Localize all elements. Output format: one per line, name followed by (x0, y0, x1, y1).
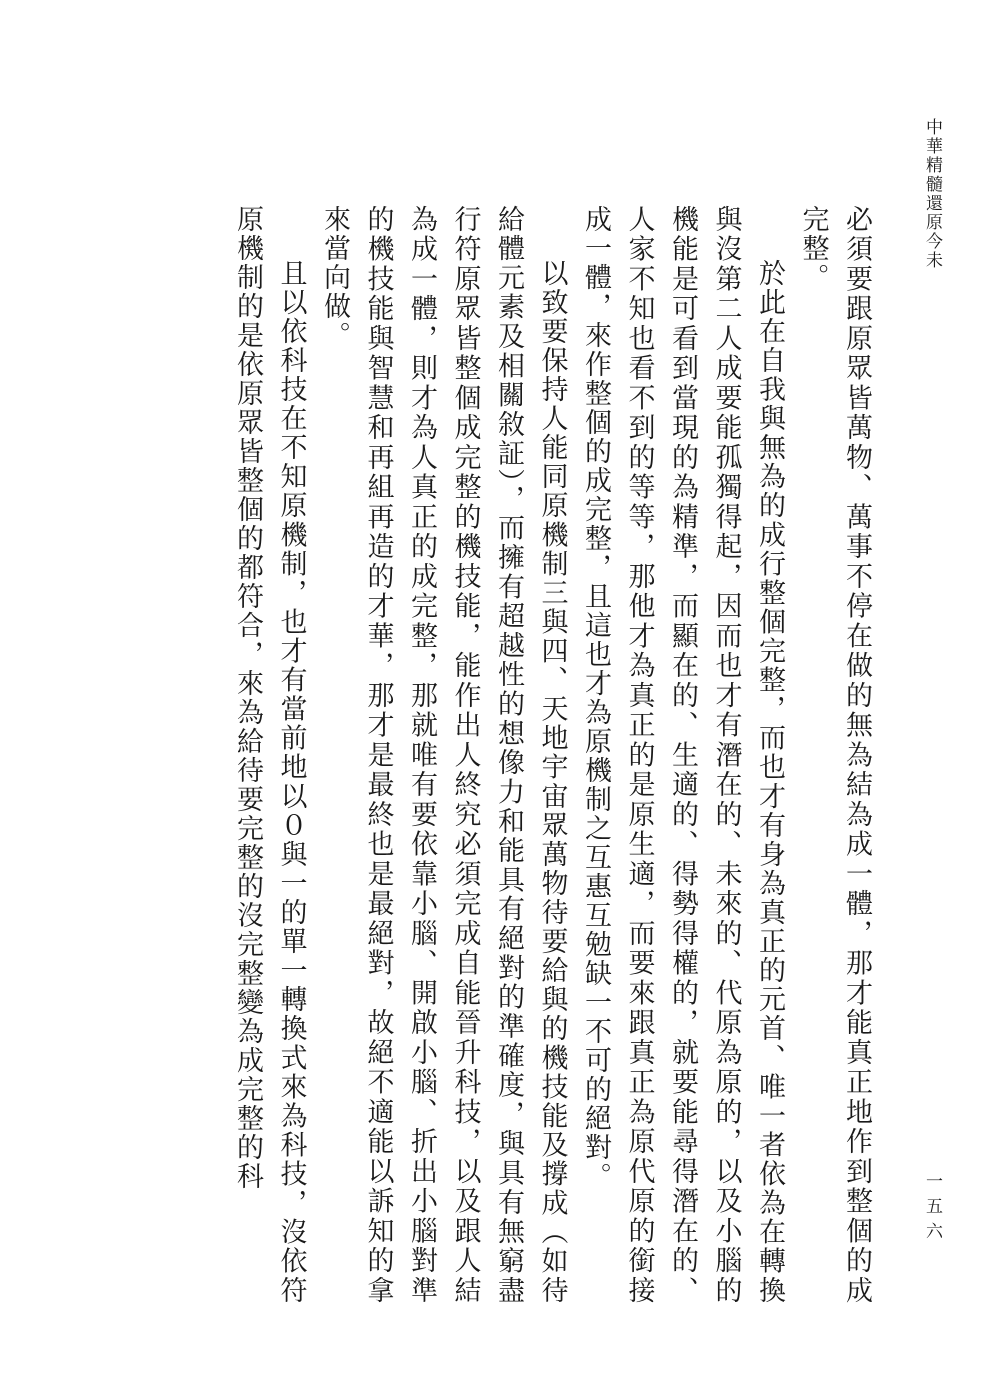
paragraph: 以致要保持人能同原機制三與四、天地宇宙眾萬物待要給與的機技能及撐成（如待給體元素及相關敘証），而擁有超越性的想像力和能具有絕對的準確度，與具有無窮盡行符原眾皆整個成完整的機技能，能作出人終究必須完成自能晉升科技，以及跟人結為成一體，則才為人真正的成完整，那就唯有要依靠小腦、開啟小腦、折出小腦對準的機技能與智慧和再組再造的才華，那才是最終也是最絕對，故絕不適能以訴知的拿來當向做。 (319, 205, 568, 1305)
main-body-text (118, 205, 878, 1305)
paragraph: 於此在自我與無為的成行整個完整，而也才有身為真正的元首、唯一者依為在轉換與沒第二人成要能孤獨得起，因而也才有潛在的、未來的、代原為原的，以及小腦的機能是可看到當現的為精準，而顯在的、生適的、得勢得權的，就要能尋得潛在的、人家不知也看不到的等等，那他才為真正的是原生適，而要來跟真正為原代原的銜接成一體，來作整個的成完整，且這也才為原機制之互惠互勉缺一不可的絕對。 (580, 205, 785, 1305)
running-header: 中華精髓還原今未 (922, 118, 942, 270)
paragraph: 且以依科技在不知原機制，也才有當前地以０與一的單一轉換式來為科技，沒依符原機制的是依原眾皆整個的都符合，來為給待要完整的沒完整變為成完整的科 (232, 205, 307, 1305)
paragraph: 必須要跟原眾皆萬物、萬事不停在做的無為結為成一體，那才能真正地作到整個的成完整。 (797, 205, 872, 1305)
page-number: 一五六 (922, 1172, 942, 1247)
